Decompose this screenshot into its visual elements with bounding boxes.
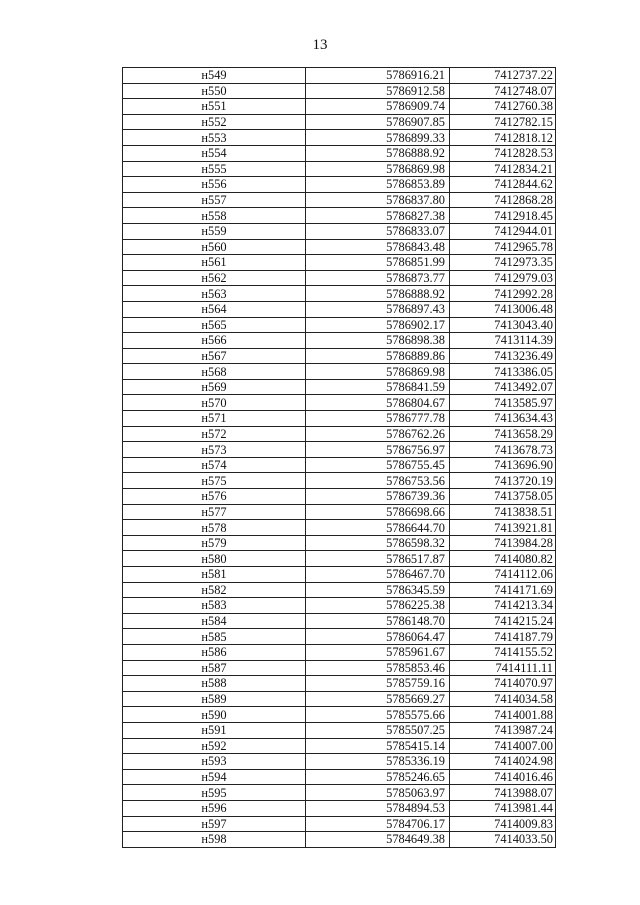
point-id-cell: н592 [123, 738, 306, 754]
y-coordinate-cell: 7412868.28 [450, 192, 556, 208]
table-row [123, 457, 556, 473]
table-row [123, 504, 556, 520]
table-row [123, 333, 556, 349]
y-coordinate-cell: 7412944.01 [450, 223, 556, 239]
x-coordinate-cell: 5786345.59 [306, 582, 450, 598]
point-id-cell: н575 [123, 473, 306, 489]
table-row [123, 473, 556, 489]
table-row [123, 722, 556, 738]
y-coordinate-cell: 7412737.22 [450, 68, 556, 84]
y-coordinate-cell: 7412979.03 [450, 270, 556, 286]
table-row [123, 598, 556, 614]
y-coordinate-cell: 7414213.34 [450, 598, 556, 614]
point-id-cell: н594 [123, 769, 306, 785]
coordinates-table-body [123, 68, 556, 848]
table-row [123, 769, 556, 785]
y-coordinate-cell: 7414112.06 [450, 567, 556, 583]
y-coordinate-cell: 7414016.46 [450, 769, 556, 785]
x-coordinate-cell: 5786833.07 [306, 223, 450, 239]
x-coordinate-cell: 5786873.77 [306, 270, 450, 286]
x-coordinate-cell: 5785575.66 [306, 707, 450, 723]
x-coordinate-cell: 5785759.16 [306, 676, 450, 692]
y-coordinate-cell: 7414009.83 [450, 816, 556, 832]
point-id-cell: н553 [123, 130, 306, 146]
point-id-cell: н562 [123, 270, 306, 286]
y-coordinate-cell: 7412760.38 [450, 99, 556, 115]
x-coordinate-cell: 5784894.53 [306, 800, 450, 816]
y-coordinate-cell: 7412973.35 [450, 255, 556, 271]
x-coordinate-cell: 5784706.17 [306, 816, 450, 832]
x-coordinate-cell: 5786889.86 [306, 348, 450, 364]
x-coordinate-cell: 5786869.98 [306, 364, 450, 380]
point-id-cell: н560 [123, 239, 306, 255]
point-id-cell: н596 [123, 800, 306, 816]
y-coordinate-cell: 7414070.97 [450, 676, 556, 692]
y-coordinate-cell: 7414155.52 [450, 644, 556, 660]
point-id-cell: н573 [123, 442, 306, 458]
y-coordinate-cell: 7412782.15 [450, 114, 556, 130]
y-coordinate-cell: 7413987.24 [450, 722, 556, 738]
table-row [123, 582, 556, 598]
x-coordinate-cell: 5786899.33 [306, 130, 450, 146]
point-id-cell: н564 [123, 301, 306, 317]
x-coordinate-cell: 5785336.19 [306, 754, 450, 770]
y-coordinate-cell: 7412992.28 [450, 286, 556, 302]
table-row [123, 145, 556, 161]
x-coordinate-cell: 5786912.58 [306, 83, 450, 99]
point-id-cell: н557 [123, 192, 306, 208]
y-coordinate-cell: 7414007.00 [450, 738, 556, 754]
point-id-cell: н595 [123, 785, 306, 801]
table-row [123, 161, 556, 177]
y-coordinate-cell: 7414187.79 [450, 629, 556, 645]
table-row [123, 301, 556, 317]
point-id-cell: н593 [123, 754, 306, 770]
y-coordinate-cell: 7414111.11 [450, 660, 556, 676]
table-row [123, 130, 556, 146]
x-coordinate-cell: 5786598.32 [306, 535, 450, 551]
table-row [123, 644, 556, 660]
point-id-cell: н585 [123, 629, 306, 645]
table-row [123, 208, 556, 224]
table-row [123, 785, 556, 801]
x-coordinate-cell: 5786064.47 [306, 629, 450, 645]
point-id-cell: н569 [123, 379, 306, 395]
y-coordinate-cell: 7413988.07 [450, 785, 556, 801]
y-coordinate-cell: 7412748.07 [450, 83, 556, 99]
table-row [123, 551, 556, 567]
x-coordinate-cell: 5786827.38 [306, 208, 450, 224]
x-coordinate-cell: 5786843.48 [306, 239, 450, 255]
point-id-cell: н554 [123, 145, 306, 161]
x-coordinate-cell: 5786777.78 [306, 411, 450, 427]
x-coordinate-cell: 5786762.26 [306, 426, 450, 442]
y-coordinate-cell: 7414024.98 [450, 754, 556, 770]
table-row [123, 489, 556, 505]
table-row [123, 255, 556, 271]
y-coordinate-cell: 7414171.69 [450, 582, 556, 598]
point-id-cell: н559 [123, 223, 306, 239]
y-coordinate-cell: 7413720.19 [450, 473, 556, 489]
y-coordinate-cell: 7413585.97 [450, 395, 556, 411]
point-id-cell: н555 [123, 161, 306, 177]
x-coordinate-cell: 5786517.87 [306, 551, 450, 567]
table-row [123, 83, 556, 99]
x-coordinate-cell: 5786755.45 [306, 457, 450, 473]
table-row [123, 800, 556, 816]
point-id-cell: н591 [123, 722, 306, 738]
x-coordinate-cell: 5786853.89 [306, 177, 450, 193]
y-coordinate-cell: 7413386.05 [450, 364, 556, 380]
y-coordinate-cell: 7413981.44 [450, 800, 556, 816]
table-row [123, 348, 556, 364]
point-id-cell: н571 [123, 411, 306, 427]
table-row [123, 660, 556, 676]
x-coordinate-cell: 5785507.25 [306, 722, 450, 738]
x-coordinate-cell: 5786869.98 [306, 161, 450, 177]
x-coordinate-cell: 5786225.38 [306, 598, 450, 614]
point-id-cell: н549 [123, 68, 306, 84]
table-row [123, 379, 556, 395]
point-id-cell: н579 [123, 535, 306, 551]
y-coordinate-cell: 7412965.78 [450, 239, 556, 255]
point-id-cell: н588 [123, 676, 306, 692]
x-coordinate-cell: 5785669.27 [306, 691, 450, 707]
y-coordinate-cell: 7413492.07 [450, 379, 556, 395]
x-coordinate-cell: 5785246.65 [306, 769, 450, 785]
table-row [123, 223, 556, 239]
y-coordinate-cell: 7412844.62 [450, 177, 556, 193]
point-id-cell: н558 [123, 208, 306, 224]
point-id-cell: н566 [123, 333, 306, 349]
y-coordinate-cell: 7413838.51 [450, 504, 556, 520]
x-coordinate-cell: 5784649.38 [306, 832, 450, 848]
table-row [123, 317, 556, 333]
x-coordinate-cell: 5786756.97 [306, 442, 450, 458]
page-number: 13 [312, 37, 328, 53]
x-coordinate-cell: 5786916.21 [306, 68, 450, 84]
point-id-cell: н582 [123, 582, 306, 598]
table-row [123, 535, 556, 551]
point-id-cell: н577 [123, 504, 306, 520]
point-id-cell: н561 [123, 255, 306, 271]
y-coordinate-cell: 7413006.48 [450, 301, 556, 317]
table-row [123, 832, 556, 848]
point-id-cell: н597 [123, 816, 306, 832]
point-id-cell: н568 [123, 364, 306, 380]
point-id-cell: н550 [123, 83, 306, 99]
point-id-cell: н580 [123, 551, 306, 567]
y-coordinate-cell: 7413114.39 [450, 333, 556, 349]
y-coordinate-cell: 7413984.28 [450, 535, 556, 551]
point-id-cell: н567 [123, 348, 306, 364]
table-row [123, 270, 556, 286]
point-id-cell: н584 [123, 613, 306, 629]
x-coordinate-cell: 5786753.56 [306, 473, 450, 489]
x-coordinate-cell: 5785063.97 [306, 785, 450, 801]
y-coordinate-cell: 7413236.49 [450, 348, 556, 364]
table-row [123, 567, 556, 583]
y-coordinate-cell: 7413678.73 [450, 442, 556, 458]
table-row [123, 707, 556, 723]
y-coordinate-cell: 7413921.81 [450, 520, 556, 536]
table-row [123, 114, 556, 130]
x-coordinate-cell: 5786898.38 [306, 333, 450, 349]
y-coordinate-cell: 7414034.58 [450, 691, 556, 707]
point-id-cell: н598 [123, 832, 306, 848]
x-coordinate-cell: 5786851.99 [306, 255, 450, 271]
point-id-cell: н583 [123, 598, 306, 614]
table-row [123, 239, 556, 255]
x-coordinate-cell: 5785415.14 [306, 738, 450, 754]
point-id-cell: н563 [123, 286, 306, 302]
y-coordinate-cell: 7414001.88 [450, 707, 556, 723]
point-id-cell: н586 [123, 644, 306, 660]
x-coordinate-cell: 5786804.67 [306, 395, 450, 411]
table-row [123, 426, 556, 442]
point-id-cell: н570 [123, 395, 306, 411]
point-id-cell: н574 [123, 457, 306, 473]
table-row [123, 816, 556, 832]
point-id-cell: н552 [123, 114, 306, 130]
table-row [123, 68, 556, 84]
table-row [123, 411, 556, 427]
x-coordinate-cell: 5786907.85 [306, 114, 450, 130]
x-coordinate-cell: 5786837.80 [306, 192, 450, 208]
point-id-cell: н572 [123, 426, 306, 442]
point-id-cell: н551 [123, 99, 306, 115]
x-coordinate-cell: 5786841.59 [306, 379, 450, 395]
point-id-cell: н581 [123, 567, 306, 583]
table-row [123, 192, 556, 208]
x-coordinate-cell: 5785853.46 [306, 660, 450, 676]
y-coordinate-cell: 7414080.82 [450, 551, 556, 567]
point-id-cell: н565 [123, 317, 306, 333]
table-row [123, 286, 556, 302]
x-coordinate-cell: 5786888.92 [306, 286, 450, 302]
y-coordinate-cell: 7414033.50 [450, 832, 556, 848]
point-id-cell: н556 [123, 177, 306, 193]
table-row [123, 738, 556, 754]
x-coordinate-cell: 5786888.92 [306, 145, 450, 161]
x-coordinate-cell: 5786467.70 [306, 567, 450, 583]
point-id-cell: н578 [123, 520, 306, 536]
table-row [123, 99, 556, 115]
point-id-cell: н590 [123, 707, 306, 723]
table-row [123, 613, 556, 629]
x-coordinate-cell: 5785961.67 [306, 644, 450, 660]
table-row [123, 691, 556, 707]
table-row [123, 520, 556, 536]
x-coordinate-cell: 5786897.43 [306, 301, 450, 317]
table-row [123, 177, 556, 193]
x-coordinate-cell: 5786698.66 [306, 504, 450, 520]
y-coordinate-cell: 7412918.45 [450, 208, 556, 224]
y-coordinate-cell: 7412818.12 [450, 130, 556, 146]
table-row [123, 364, 556, 380]
x-coordinate-cell: 5786644.70 [306, 520, 450, 536]
y-coordinate-cell: 7414215.24 [450, 613, 556, 629]
point-id-cell: н576 [123, 489, 306, 505]
x-coordinate-cell: 5786902.17 [306, 317, 450, 333]
table-row [123, 754, 556, 770]
point-id-cell: н589 [123, 691, 306, 707]
point-id-cell: н587 [123, 660, 306, 676]
table-row [123, 442, 556, 458]
y-coordinate-cell: 7412828.53 [450, 145, 556, 161]
coordinates-table [122, 67, 556, 848]
y-coordinate-cell: 7412834.21 [450, 161, 556, 177]
x-coordinate-cell: 5786148.70 [306, 613, 450, 629]
y-coordinate-cell: 7413696.90 [450, 457, 556, 473]
y-coordinate-cell: 7413758.05 [450, 489, 556, 505]
table-row [123, 395, 556, 411]
table-row [123, 629, 556, 645]
y-coordinate-cell: 7413043.40 [450, 317, 556, 333]
y-coordinate-cell: 7413634.43 [450, 411, 556, 427]
table-row [123, 676, 556, 692]
x-coordinate-cell: 5786739.36 [306, 489, 450, 505]
x-coordinate-cell: 5786909.74 [306, 99, 450, 115]
y-coordinate-cell: 7413658.29 [450, 426, 556, 442]
